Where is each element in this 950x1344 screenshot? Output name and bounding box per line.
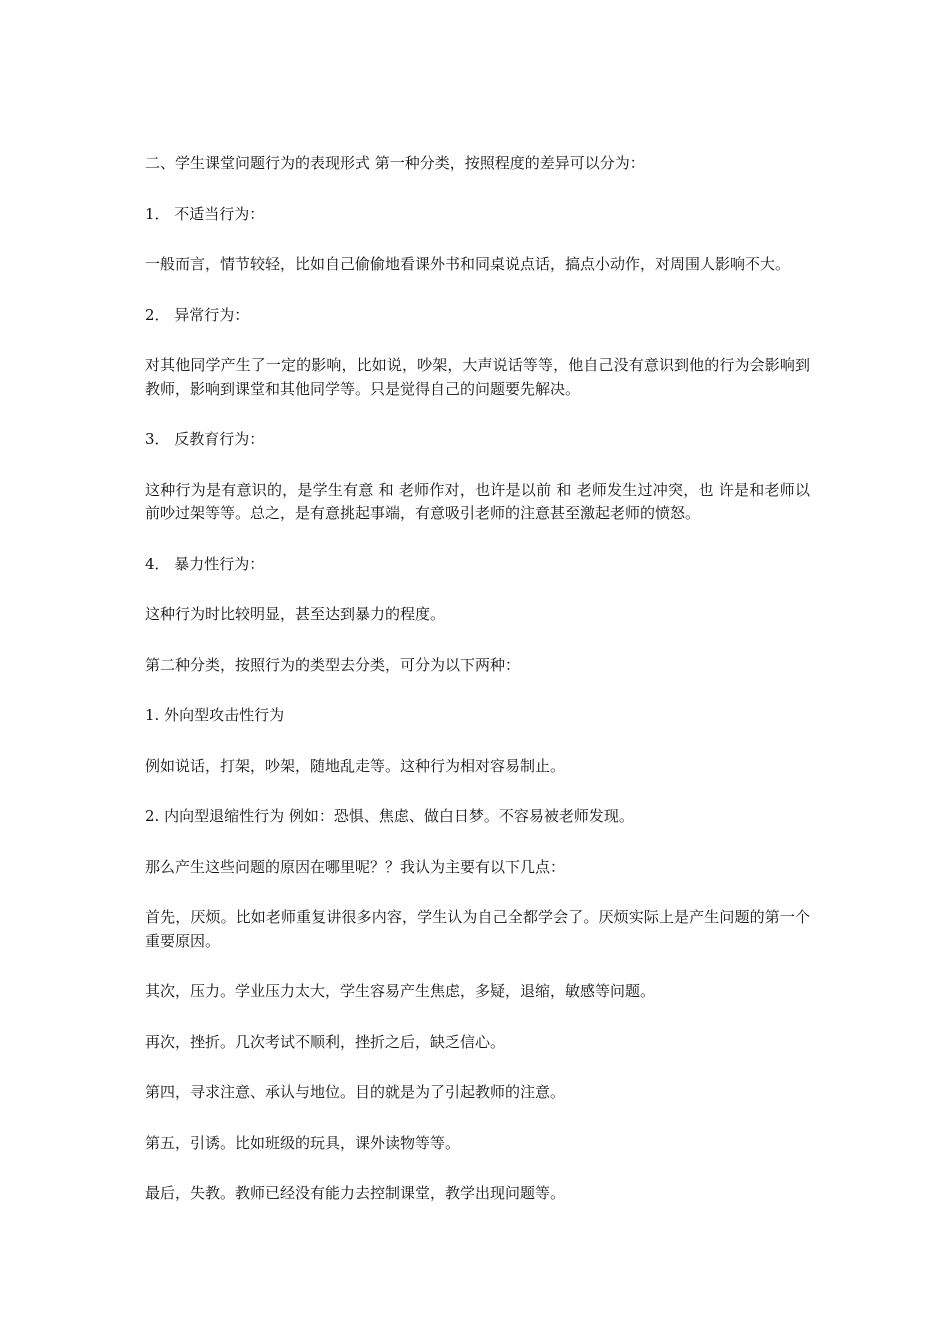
paragraph-cause-first: 首先，厌烦。比如老师重复讲很多内容，学生认为自己全都学会了。厌烦实际上是产生问题的第一个重要原因。 (145, 908, 810, 950)
paragraph-item-1-body: 一般而言，情节较轻，比如自己偷偷地看课外书和同桌说点话，搞点小动作，对周围人影响不大。 (145, 255, 791, 273)
paragraph-cause-last: 最后，失教。教师已经没有能力去控制课堂，教学出现问题等。 (145, 1184, 566, 1202)
paragraph-cause-fifth: 第五，引诱。比如班级的玩具，课外读物等等。 (145, 1133, 461, 1152)
paragraph-cause-fourth: 第四，寻求注意、承认与地位。目的就是为了引起教师的注意。 (145, 1083, 566, 1101)
paragraph-causes-intro: 那么产生这些问题的原因在哪里呢？？我认为主要有以下几点： (145, 857, 566, 876)
paragraph-item-3-heading: 3． 反教育行为： (145, 430, 265, 448)
document-body (145, 152, 810, 1233)
paragraph-item-4-body: 这种行为时比较明显，甚至达到暴力的程度。 (145, 605, 446, 623)
paragraph-type-2: 2. 内向型退缩性行为 例如：恐惧、焦虑、做白日梦。不容易被老师发现。 (145, 807, 634, 825)
paragraph-cause-third: 再次，挫折。几次考试不顺利，挫折之后，缺乏信心。 (145, 1032, 506, 1051)
paragraph-type-1-heading: 1. 外向型攻击性行为 (145, 706, 285, 724)
paragraph-type-1-body: 例如说话，打架，吵架，随地乱走等。这种行为相对容易制止。 (145, 756, 566, 775)
paragraph-item-4-heading: 4． 暴力性行为： (145, 554, 265, 573)
paragraph-cause-second: 其次，压力。学业压力太大，学生容易产生焦虑，多疑，退缩，敏感等问题。 (145, 982, 656, 1000)
paragraph-second-classification: 第二种分类，按照行为的类型去分类，可分为以下两种： (145, 655, 521, 674)
paragraph-item-1-heading: 1． 不适当行为： (145, 204, 265, 223)
paragraph-item-3-body: 这种行为是有意识的，是学生有意 和 老师作对，也许是以前 和 老师发生过冲突，也 许是和老师以前吵过架等等。总之，是有意挑起事端，有意吸引老师的注意甚至激起老师的愤怒。 (145, 480, 810, 522)
paragraph-item-2-body: 对其他同学产生了一定的影响，比如说，吵架，大声说话等等，他自己没有意识到他的行为会影响到教师，影响到课堂和其他同学等。只是觉得自己的问题要先解决。 (145, 356, 810, 398)
paragraph-section-heading: 二、学生课堂问题行为的表现形式 第一种分类，按照程度的差异可以分为： (145, 154, 645, 172)
paragraph-item-2-heading: 2． 异常行为： (145, 305, 250, 324)
